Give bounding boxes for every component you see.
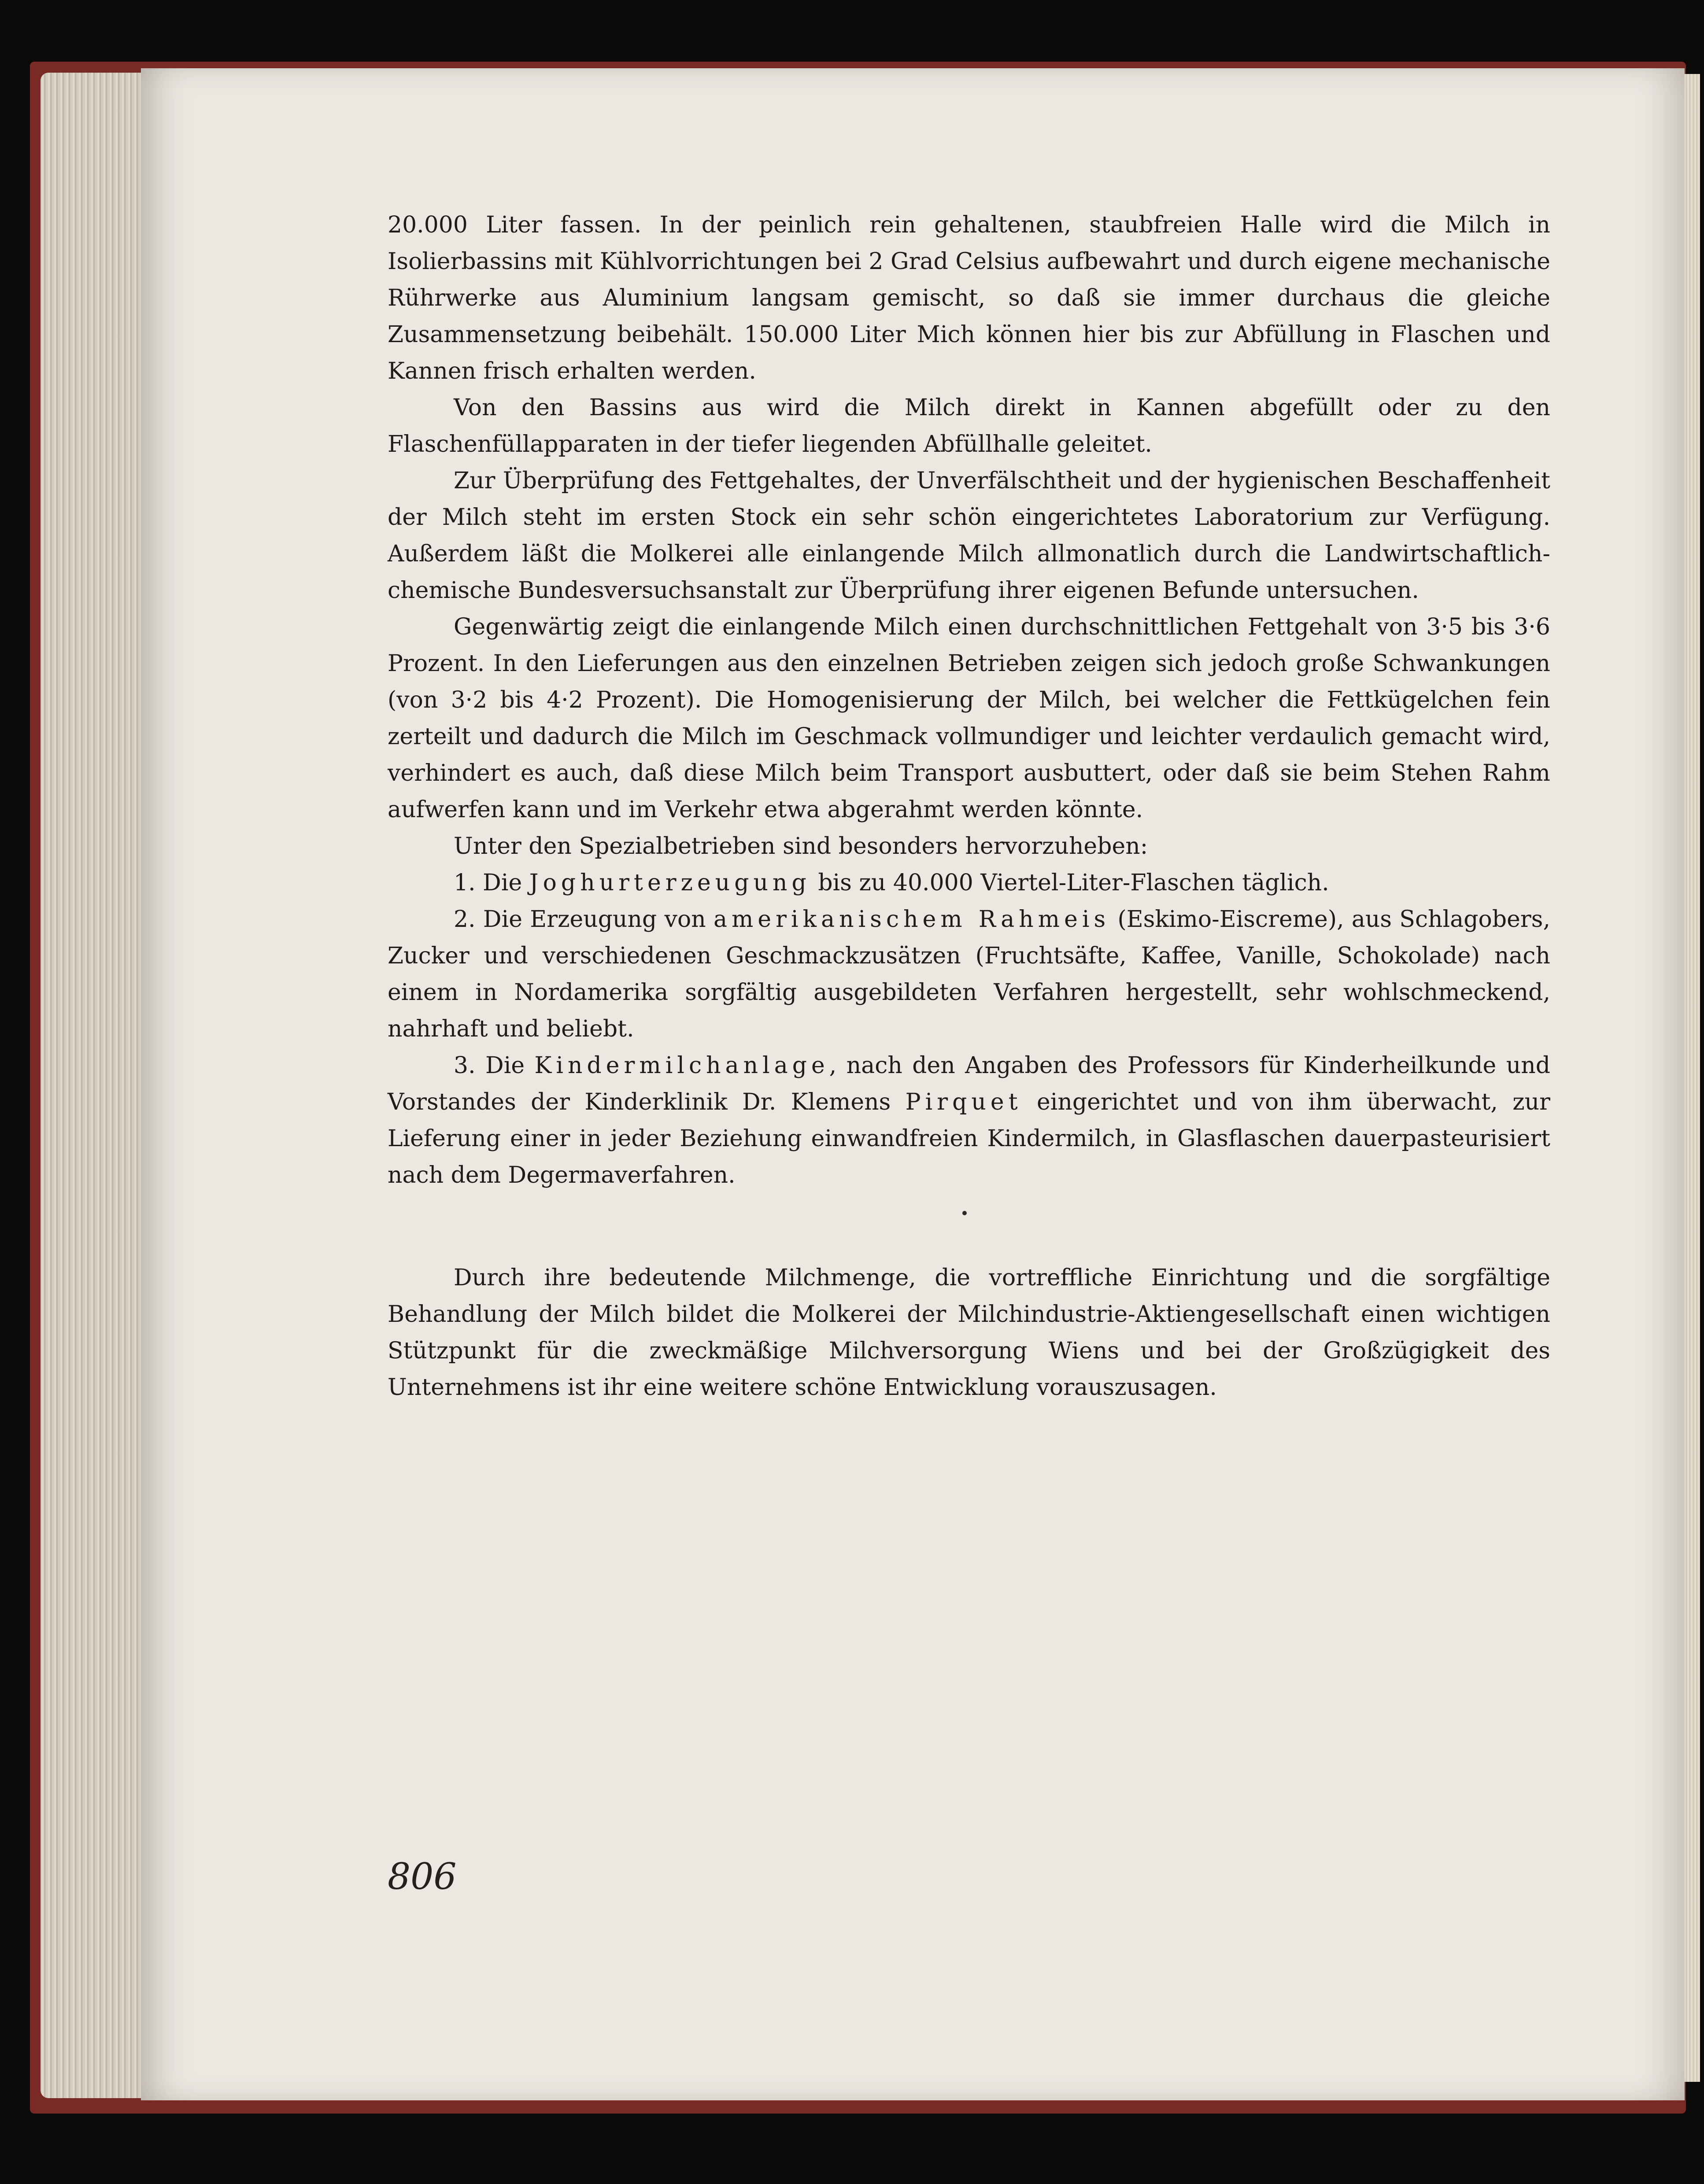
paragraph-3: Zur Überprüfung des Fettgehaltes, der Unverfälschtheit und der hygienischen Beschaffenheit der Milch steht im ersten Stock ein sehr schön eingerichtetes Laboratorium zur Verfügung. Außerdem läßt die Molkerei alle einlangende Milch allmonatlich durch die Landwirtschaftlich-chemische Bundesversuchsanstalt zur Überprüfung ihrer eigenen Befunde untersuchen. xyxy=(388,468,1550,604)
list-item-1-prefix: 1. Die xyxy=(454,870,529,896)
ink-speck xyxy=(962,1211,967,1215)
list-item-3-emphasis: Kindermilchanlage xyxy=(534,1052,829,1079)
list-item-3-suffix: eingerichtet und von ihm überwacht, zur Lieferung einer in jeder Beziehung einwandfreien Kindermilch, in Glasflaschen dauerpasteurisiert nach dem Degermaverfahren. xyxy=(388,1089,1550,1188)
list-item-2 xyxy=(388,901,1550,1048)
list-item-2-prefix: 2. Die Erzeugung von xyxy=(454,906,714,933)
paragraph-6: Durch ihre bedeutende Milchmenge, die vortreffliche Einrichtung und die sorgfältige Behandlung der Milch bildet die Molkerei der Milchindustrie-Aktiengesellschaft einen wichtigen Stützpunkt für die zweckmäßige Milchversorgung Wiens und bei der Großzügigkeit des Unternehmens ist ihr eine weitere schöne Entwicklung vorauszusagen. xyxy=(388,1265,1550,1401)
list-item-3-middle: , nach den Angaben des Professors für Kinderheilkunde und Vorstandes der Kinderklinik Dr. Klemens xyxy=(388,1052,1550,1115)
body-text xyxy=(388,207,1550,1406)
list-item-1-suffix: bis zu 40.000 Viertel-Liter-Flaschen täglich. xyxy=(810,870,1329,896)
list-item-2-suffix: (Eskimo-Eiscreme), aus Schlagobers, Zucker und verschiedenen Geschmackzusätzen (Fruchtsäfte, Kaffee, Vanille, Schokolade) nach einem in Nordamerika sorgfältig ausgebildeten Verfahren hergestellt, sehr wohlschmeckend, nahrhaft und beliebt. xyxy=(388,906,1550,1042)
page-number: 806 xyxy=(388,1856,457,1898)
list-item-2-emphasis: amerikanischem Rahmeis xyxy=(713,906,1110,933)
list-item-3-emphasis-2: Pirquet xyxy=(905,1089,1022,1115)
list-item-1 xyxy=(388,865,1550,901)
paragraph-1: 20.000 Liter fassen. In der peinlich rein gehaltenen, staubfreien Halle wird die Milch in Isolierbassins mit Kühlvorrichtungen bei 2 Grad Celsius aufbewahrt und durch eigene mechanische Rührwerke aus Aluminium langsam gemischt, so daß sie immer durchaus die gleiche Zusammensetzung beibehält. 150.000 Liter Mich können hier bis zur Abfüllung in Flaschen und Kannen frisch erhalten werden. xyxy=(388,212,1550,384)
list-item-3 xyxy=(388,1048,1550,1194)
list-item-3-prefix: 3. Die xyxy=(454,1052,535,1079)
list-item-1-emphasis: Joghurterzeugung xyxy=(529,870,811,896)
paragraph-5: Unter den Spezialbetrieben sind besonders hervorzuheben: xyxy=(454,833,1148,860)
page-edges-left xyxy=(41,73,155,2098)
paragraph-4: Gegenwärtig zeigt die einlangende Milch einen durchschnittlichen Fettgehalt von 3·5 bis 3·6 Prozent. In den Lieferungen aus den einzelnen Betrieben zeigen sich jedoch große Schwankungen (von 3·2 bis 4·2 Prozent). Die Homogenisierung der Milch, bei welcher die Fettkügelchen fein zerteilt und dadurch die Milch im Geschmack vollmundiger und leichter verdaulich gemacht wird, verhindert es auch, daß diese Milch beim Transport ausbuttert, oder daß sie beim Stehen Rahm aufwerfen kann und im Verkehr etwa abgerahmt werden könnte. xyxy=(388,614,1550,823)
paragraph-2: Von den Bassins aus wird die Milch direkt in Kannen abgefüllt oder zu den Flaschenfüllapparaten in der tiefer liegenden Abfüllhalle geleitet. xyxy=(388,395,1550,457)
